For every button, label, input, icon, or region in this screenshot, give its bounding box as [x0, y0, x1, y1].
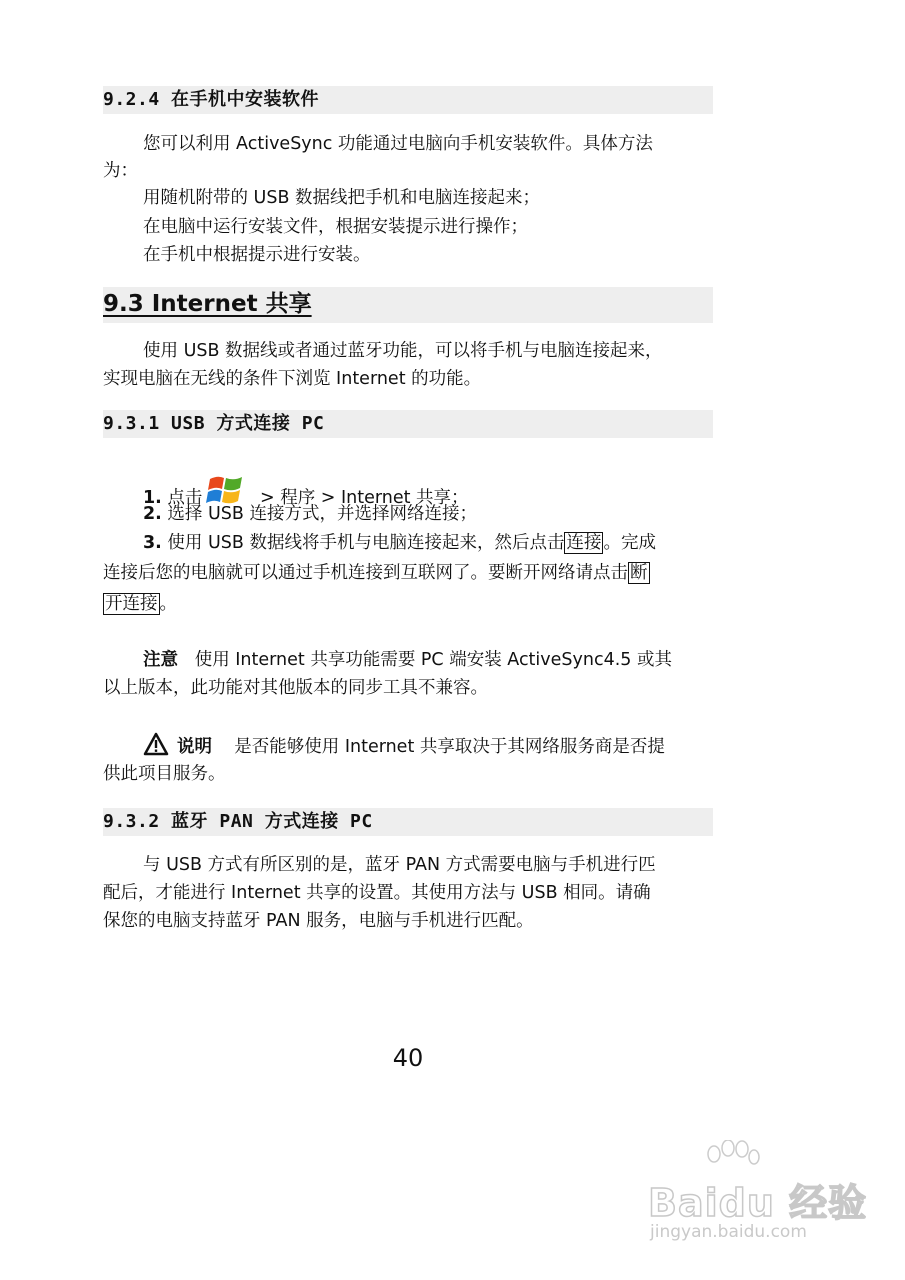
disconnect-button-part2[interactable]: 开连接 [105, 594, 158, 614]
remark-line: 说明 是否能够使用 Internet 共享取决于其网络服务商是否提 [143, 732, 665, 764]
list-item-2: 2. 选择 USB 连接方式，并选择网络连接； [143, 504, 477, 524]
section-heading-9-2-4: 9.2.4 在手机中安装软件 [103, 86, 713, 114]
section-heading-9-3-1: 9.3.1 USB 方式连接 PC [103, 410, 713, 438]
watermark-brand: Baidu 经验 [648, 1181, 868, 1225]
note-line: 以上版本，此功能对其他版本的同步工具不兼容。 [103, 678, 488, 698]
paragraph-line: 连接后您的电脑就可以通过手机连接到互联网了。要断开网络请点击 断 [103, 563, 648, 583]
step-line: 用随机附带的 USB 数据线把手机和电脑连接起来； [143, 188, 541, 208]
baidu-watermark [640, 1140, 880, 1250]
paragraph-line: 与 USB 方式有所区别的是，蓝牙 PAN 方式需要电脑与手机进行匹 [143, 855, 656, 875]
paragraph-line: 保您的电脑支持蓝牙 PAN 服务，电脑与手机进行匹配。 [103, 911, 534, 931]
note-label: 注意 [143, 650, 178, 670]
watermark-url: jingyan.baidu.com [650, 1222, 807, 1242]
paragraph-line: 您可以利用 ActiveSync 功能通过电脑向手机安装软件。具体方法 [143, 134, 653, 154]
section-heading-9-3: 9.3 Internet 共享 [103, 287, 713, 323]
paragraph-line: 使用 USB 数据线或者通过蓝牙功能，可以将手机与电脑连接起来， [143, 341, 663, 361]
step-line: 在手机中根据提示进行安装。 [143, 245, 371, 265]
section-heading-9-3-2: 9.3.2 蓝牙 PAN 方式连接 PC [103, 808, 713, 836]
paragraph-line: 开连接 。 [105, 594, 177, 614]
connect-button[interactable]: 连接 [566, 533, 602, 553]
page-number: 40 [392, 1044, 424, 1072]
list-item-3: 3. 使用 USB 数据线将手机与电脑连接起来，然后点击 连接 。完成 [143, 533, 656, 553]
list-item-1: 1. 点击 > 程序 > Internet 共享； [143, 473, 469, 517]
paragraph-line: 为： [103, 161, 138, 181]
note-line: 注意 使用 Internet 共享功能需要 PC 端安装 ActiveSync4.5 或其 [143, 650, 672, 670]
warning-triangle-icon [143, 732, 169, 764]
paragraph-line: 配后，才能进行 Internet 共享的设置。其使用方法与 USB 相同。请确 [103, 883, 651, 903]
remark-line: 供此项目服务。 [103, 764, 226, 784]
disconnect-button-part1[interactable]: 断 [630, 563, 648, 583]
step-line: 在电脑中运行安装文件，根据安装提示进行操作； [143, 217, 528, 237]
remark-label: 说明 [177, 737, 212, 757]
paragraph-line: 实现电脑在无线的条件下浏览 Internet 的功能。 [103, 369, 482, 389]
